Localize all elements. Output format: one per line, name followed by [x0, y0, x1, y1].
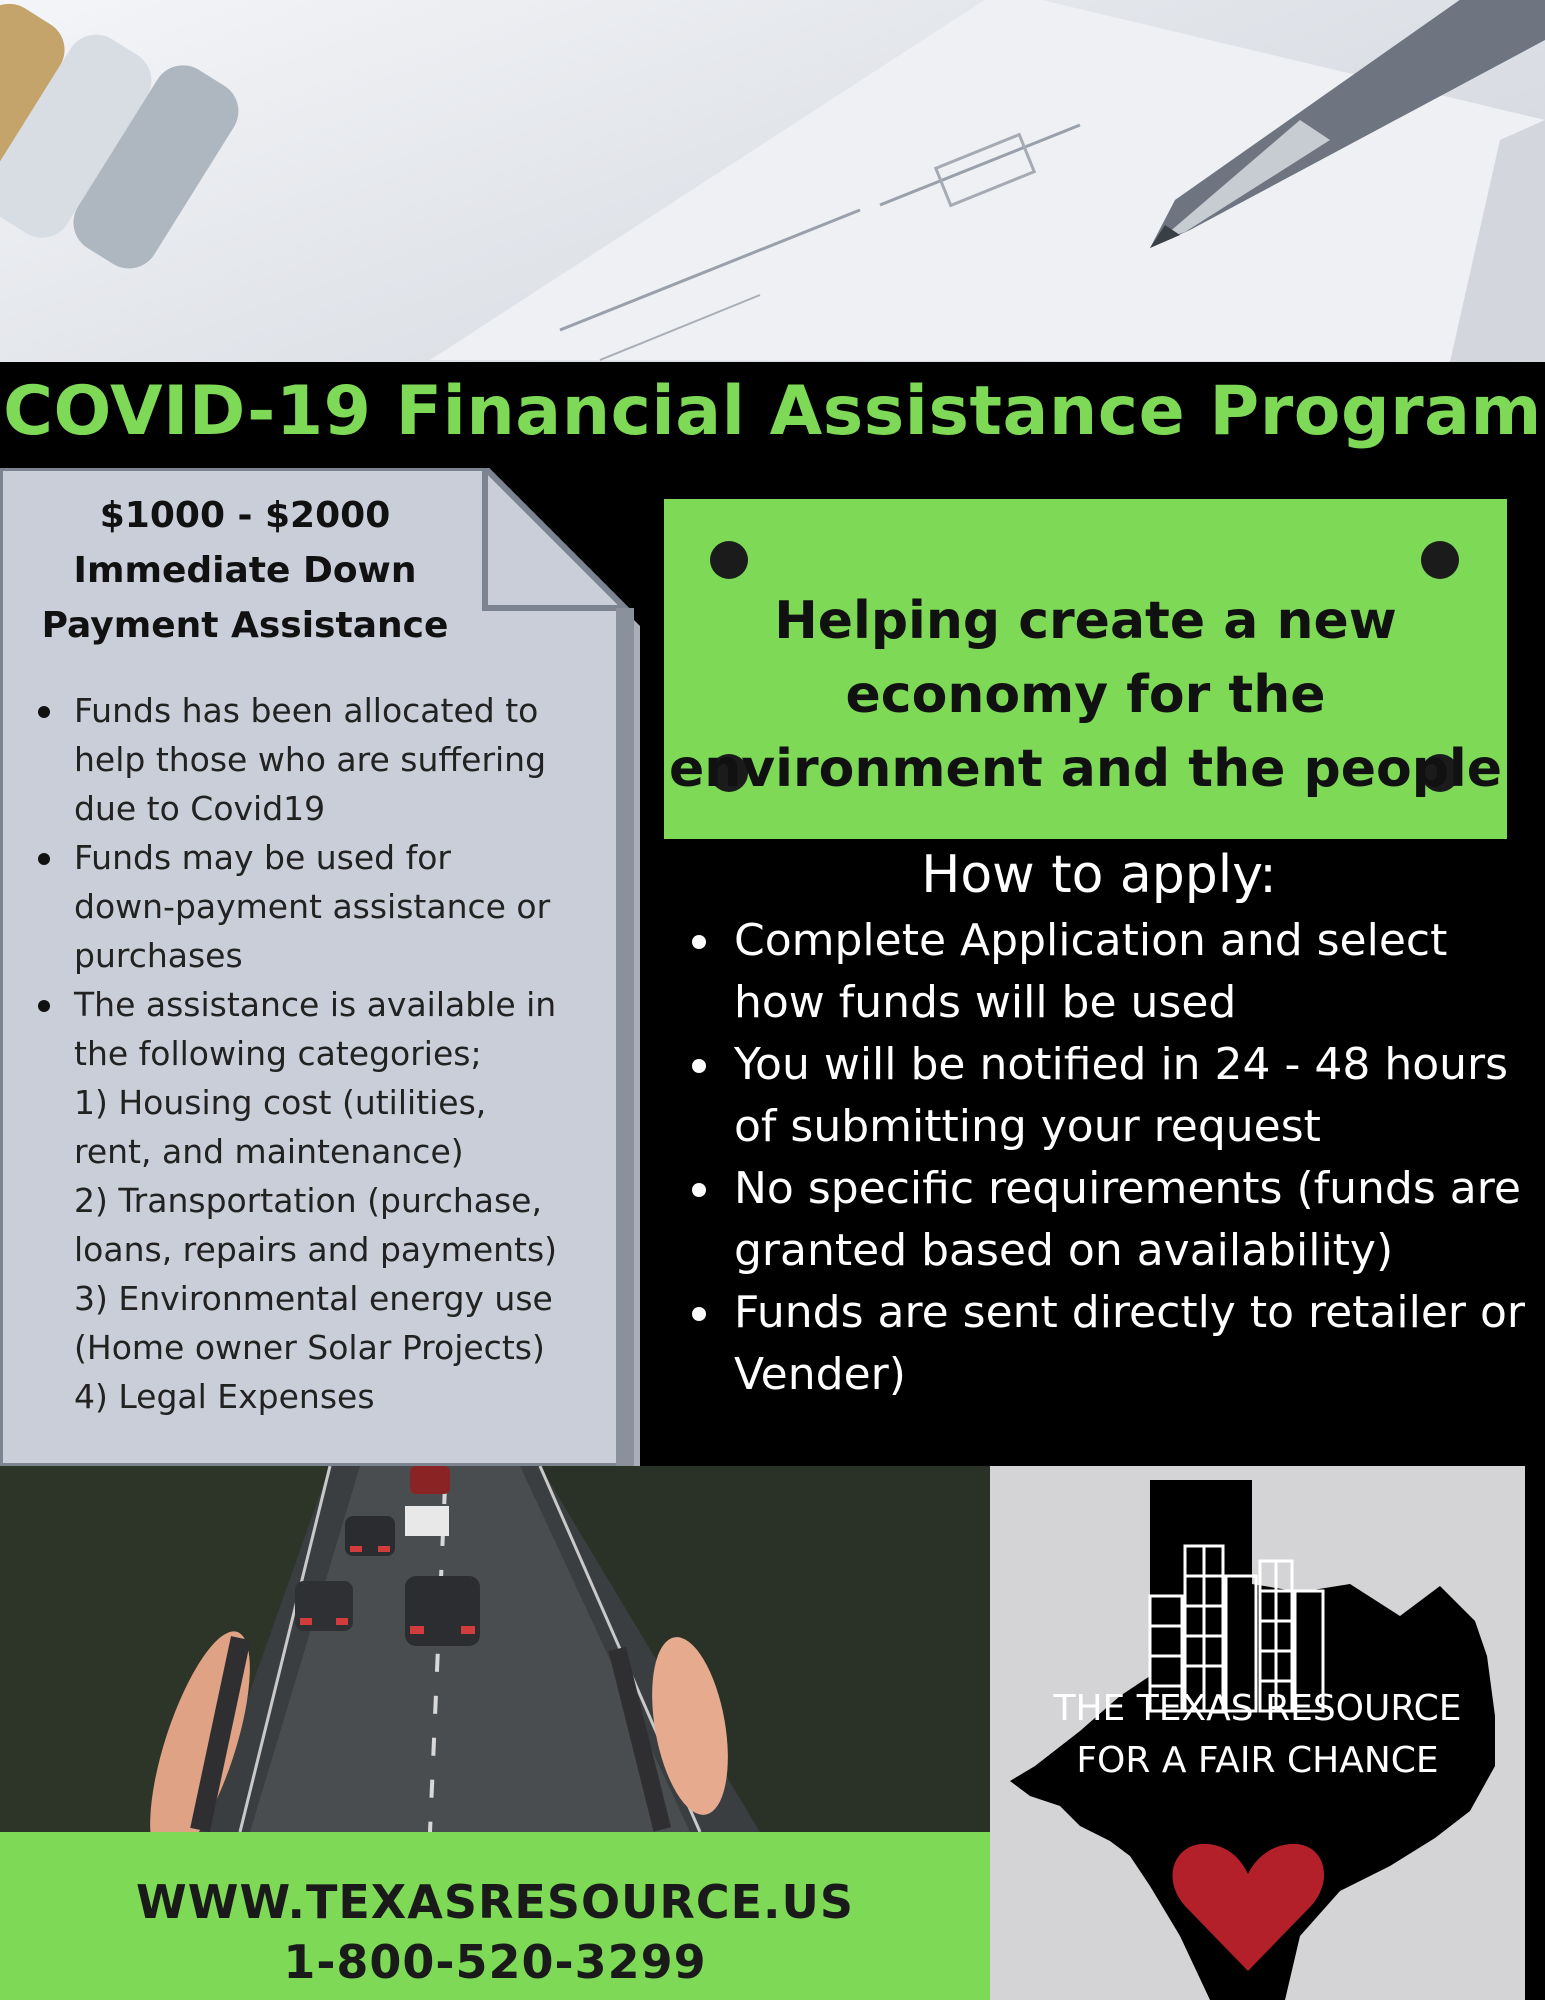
apply-heading: How to apply:	[921, 845, 1277, 905]
car-icon	[345, 1516, 395, 1556]
offer-heading: $1000 - $2000 Immediate Down Payment Assistance	[41, 495, 449, 646]
website-link[interactable]: WWW.TEXASRESOURCE.US	[136, 1875, 854, 1929]
mission-banner	[664, 499, 1507, 839]
logo-text-line1: THE TEXAS RESOURCE	[1053, 1688, 1462, 1729]
list-item: Complete Application and select how funds will be used	[684, 910, 1534, 1034]
list-item: You will be notified in 24 - 48 hours of submitting your request	[684, 1034, 1534, 1158]
category-legal: 4) Legal Expenses	[74, 1377, 375, 1416]
organization-logo	[990, 1466, 1525, 2000]
category-housing: 1) Housing cost (utilities, rent, and maintenance)	[74, 1083, 487, 1171]
road-traffic-photo	[0, 1466, 990, 1832]
phone-number[interactable]: 1-800-520-3299	[283, 1935, 707, 1989]
car-icon	[405, 1576, 480, 1646]
list-item: Funds may be used for down-payment assistance or purchases	[30, 833, 560, 980]
list-item: Funds has been allocated to help those who are suffering due to Covid19	[30, 686, 560, 833]
offer-panel	[0, 468, 665, 1466]
check-and-pen-photo	[0, 0, 1545, 362]
list-item: No specific requirements (funds are granted based on availability)	[684, 1158, 1534, 1282]
dot-icon	[710, 541, 748, 579]
category-transportation: 2) Transportation (purchase, loans, repairs and payments)	[74, 1181, 558, 1269]
car-icon	[295, 1581, 353, 1631]
dot-icon	[1421, 541, 1459, 579]
contact-bar	[0, 1832, 990, 2000]
logo-text-line2: FOR A FAIR CHANCE	[1076, 1740, 1439, 1781]
mission-text: Helping create a new economy for the environment and the people	[668, 591, 1503, 799]
road-illustration	[0, 1466, 990, 1832]
category-energy: 3) Environmental energy use (Home owner Solar Projects)	[74, 1279, 553, 1367]
list-item: The assistance is available in the following categories; 1) Housing cost (utilities, rent, and maintenance) 2) Transportation (purchase, loans, repairs and payments) 3) Environmental energy use (Home owner Solar Projects) 4) Legal Expenses	[30, 980, 560, 1421]
car-icon	[410, 1466, 450, 1494]
apply-steps	[684, 910, 1534, 1406]
list-item: Funds are sent directly to retailer or Vender)	[684, 1282, 1534, 1406]
offer-list	[30, 686, 560, 1421]
page-title: COVID-19 Financial Assistance Program	[3, 372, 1542, 451]
pen-cap-icon	[0, 0, 250, 280]
check-pen-illustration	[0, 0, 1545, 362]
